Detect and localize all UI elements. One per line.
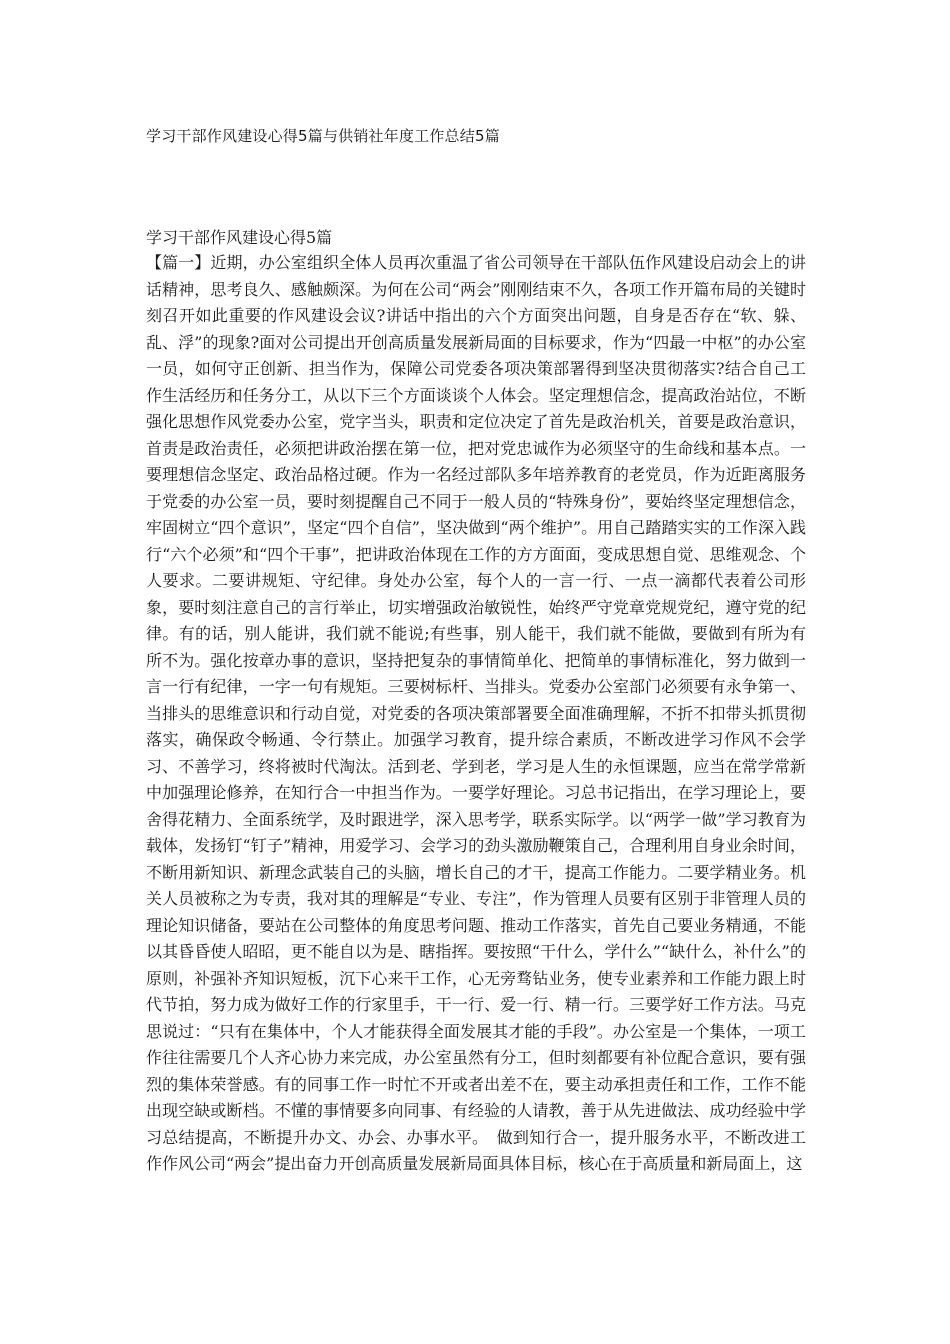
section-heading: 学习干部作风建设心得5篇 [146,228,333,247]
body-paragraph: 【篇一】近期，办公室组织全体人员再次重温了省公司领导在干部队伍作风建设启动会上的讲话精神，思考良久、感触颇深。为何在公司“两会”刚刚结束不久，各项工作开篇布局的关键时刻召开如此重要的作风建设会议?讲话中指出的六个方面突出问题，自身是否存在“软、躲、乱、浮”的现象?面对公司提出开创高质量发展新局面的目标要求，作为“四最一中枢”的办公室一员，如何守正创新、担当作为，保障公司党委各项决策部署得到坚决贯彻落实?结合自己工作生活经历和任务分工，从以下三个方面谈谈个人体会。坚定理想信念，提高政治站位，不断强化思想作风党委办公室，党字当头，职责和定位决定了首先是政治机关，首要是政治意识，首责是政治责任，必须把讲政治摆在第一位，把对党忠诚作为必须坚守的生命线和基本点。一要理想信念坚定、政治品格过硬。作为一名经过部队多年培养教育的老党员，作为近距离服务于党委的办公室一员，要时刻提醒自己不同于一般人员的“特殊身份”，要始终坚定理想信念，牢固树立“四个意识”，坚定“四个自信”，坚决做到“两个维护”。用自己踏踏实实的工作深入践行“六个必须”和“四个干事”，把讲政治体现在工作的方方面面，变成思想自觉、思维观念、个人要求。二要讲规矩、守纪律。身处办公室，每个人的一言一行、一点一滴都代表着公司形象，要时刻注意自己的言行举止，切实增强政治敏锐性，始终严守党章党规党纪，遵守党的纪律。有的话，别人能讲，我们就不能说;有些事，别人能干，我们就不能做，要做到有所为有所不为。强化按章办事的意识，坚持把复杂的事情简单化、把简单的事情标准化，努力做到一言一行有纪律，一字一句有规矩。三要树标杆、当排头。党委办公室部门必须要有永争第一、当排头的思维意识和行动自觉，对党委的各项决策部署要全面准确理解，不折不扣带头抓贯彻落实，确保政令畅通、令行禁止。加强学习教育，提升综合素质，不断改进学习作风不会学习、不善学习，终将被时代淘汰。活到老、学到老，学习是人生的永恒课题，应当在常学常新中加强理论修养，在知行合一中担当作为。一要学好理论。习总书记指出，在学习理论上，要舍得花精力、全面系统学，及时跟进学，深入思考学，联系实际学。以“两学一做”学习教育为载体，发扬钉“钉子”精神，用爱学习、会学习的劲头激励鞭策自己，合理利用自身业余时间，不断用新知识、新理念武装自己的头脑，增长自己的才干，提高工作能力。二要学精业务。机关人员被称之为专责，我对其的理解是“专业、专注”，作为管理人员要有区别于非管理人员的理论知识储备，要站在公司整体的角度思考问题、推动工作落实，首先自己要业务精通，不能以其昏昏使人昭昭，更不能自以为是、瞎指挥。要按照“干什么，学什么”“缺什么，补什么”的原则，补强补齐知识短板，沉下心来干工作，心无旁骛钻业务，使专业素养和工作能力跟上时代节拍，努力成为做好工作的行家里手，干一行、爱一行、精一行。三要学好工作方法。马克思说过：“只有在集体中，个人才能获得全面发展其才能的手段”。办公室是一个集体，一项工作往往需要几个人齐心协力来完成，办公室虽然有分工，但时刻都要有补位配合意识，要有强烈的集体荣誉感。有的同事工作一时忙不开或者出差不在，要主动承担责任和工作，工作不能出现空缺或断档。不懂的事情要多向同事、有经验的人请教，善于从先进做法、成功经验中学习总结提高，不断提升办文、办会、办事水平。 做到知行合一，提升服务水平，不断改进工作作风公司“两会”提出奋力开创高质量发展新局面具体目标，核心在于高质量和新局面上，这 [146,253,806,1173]
document-title: 学习干部作风建设心得5篇与供销社年度工作总结5篇 [146,127,500,145]
